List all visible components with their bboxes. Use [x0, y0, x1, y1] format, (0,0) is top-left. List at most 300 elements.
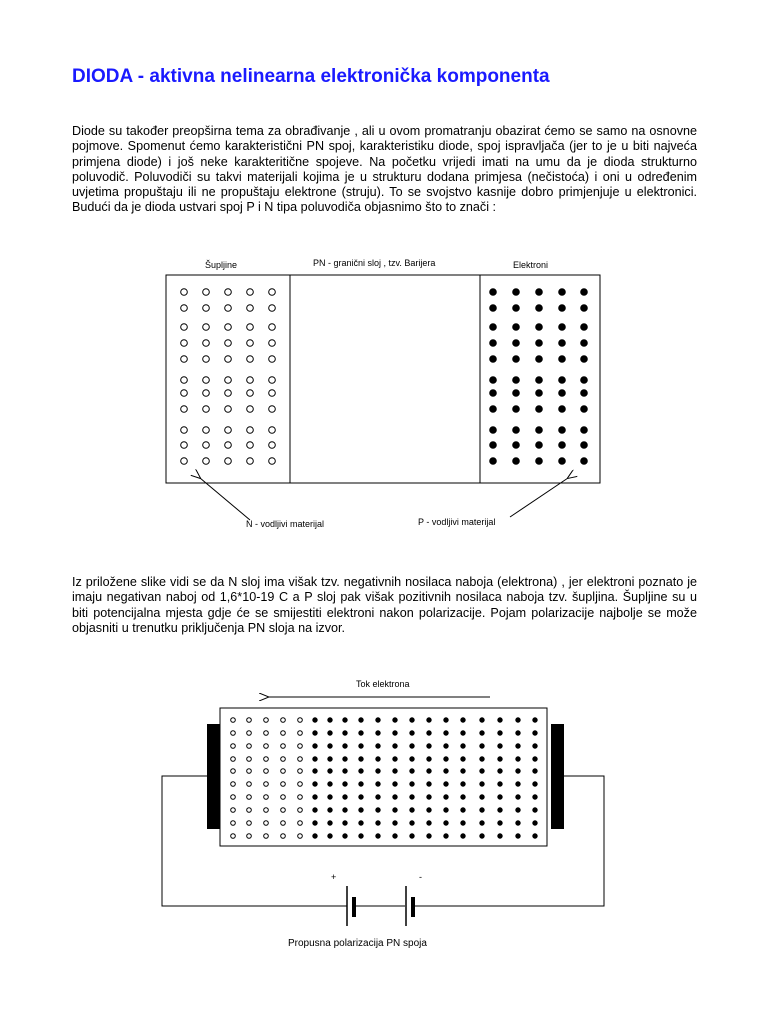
electron	[490, 305, 497, 312]
electron	[359, 718, 363, 722]
electron	[427, 769, 431, 773]
hole	[298, 808, 303, 813]
hole	[225, 305, 232, 312]
hole	[298, 834, 303, 839]
electron	[498, 808, 502, 812]
electron	[393, 769, 397, 773]
electron	[559, 406, 566, 413]
electron	[376, 718, 380, 722]
electron	[559, 324, 566, 331]
hole	[225, 324, 232, 331]
hole	[247, 718, 252, 723]
electron	[581, 406, 588, 413]
electron	[480, 744, 484, 748]
electron	[533, 782, 537, 786]
n-material-arrow	[200, 478, 250, 520]
hole	[231, 834, 236, 839]
electron	[461, 782, 465, 786]
electron	[498, 718, 502, 722]
hole	[269, 442, 276, 449]
hole	[281, 808, 286, 813]
electron	[376, 808, 380, 812]
electron	[533, 795, 537, 799]
electron	[498, 834, 502, 838]
hole	[231, 744, 236, 749]
electron	[559, 458, 566, 465]
electron	[410, 731, 414, 735]
hole	[269, 377, 276, 384]
hole	[181, 390, 188, 397]
hole	[269, 356, 276, 363]
hole	[231, 757, 236, 762]
electron	[376, 834, 380, 838]
electron	[513, 324, 520, 331]
electron	[490, 324, 497, 331]
bias-carriers-grid	[231, 718, 538, 839]
electron	[490, 390, 497, 397]
electron	[376, 795, 380, 799]
electron	[533, 808, 537, 812]
electron	[480, 718, 484, 722]
hole	[181, 324, 188, 331]
electron	[376, 744, 380, 748]
electron	[359, 795, 363, 799]
electron	[410, 782, 414, 786]
electron	[490, 289, 497, 296]
electron	[498, 744, 502, 748]
electron	[461, 795, 465, 799]
electron	[343, 757, 347, 761]
hole	[247, 390, 254, 397]
hole	[181, 356, 188, 363]
hole	[269, 427, 276, 434]
hole	[269, 305, 276, 312]
electron	[427, 782, 431, 786]
hole	[181, 340, 188, 347]
electron	[513, 377, 520, 384]
electron	[444, 808, 448, 812]
electron	[393, 782, 397, 786]
hole	[247, 377, 254, 384]
hole	[225, 340, 232, 347]
hole	[181, 406, 188, 413]
electron	[513, 442, 520, 449]
electron	[328, 821, 332, 825]
electron	[410, 744, 414, 748]
electron	[513, 390, 520, 397]
hole	[298, 795, 303, 800]
right-electrode	[551, 724, 564, 829]
electron	[328, 808, 332, 812]
intro-paragraph: Diode su također preopširna tema za obrađivanje , ali u ovom promatranju obazirat ćemo se samo na osnovne pojmove. Spomenut ćemo karakteristični PN spoj, karakteristiku diode, spoj ispravljača (jer to je u biti najveća primjena diode) i još neke karakteritične spojeve. Na početku vrijedi imati na umu da je dioda strukturno poluvodič. Poluvodiči su takvi materijali kojima je u strukturu dodana primjesa (nečistoća) i oni u određenim uvjetima propuštaju ili ne propuštaju elektrone (struju). To se svojstvo kasnije dobro primjenjuje u elektronici. Budući da je dioda ustvari spoj P i N tipa poluvodiča objasnimo što to znači :	[72, 124, 697, 215]
hole	[269, 390, 276, 397]
holes-label: Šupljine	[205, 260, 238, 270]
electron	[581, 390, 588, 397]
electron	[410, 821, 414, 825]
hole	[181, 305, 188, 312]
electron	[536, 390, 543, 397]
electron	[513, 406, 520, 413]
electron	[427, 795, 431, 799]
hole	[247, 731, 252, 736]
hole	[231, 782, 236, 787]
hole	[181, 289, 188, 296]
hole	[203, 340, 210, 347]
electron	[359, 821, 363, 825]
electron	[513, 427, 520, 434]
electron	[513, 340, 520, 347]
electron	[498, 769, 502, 773]
electron	[393, 731, 397, 735]
hole	[247, 834, 252, 839]
electron	[516, 808, 520, 812]
electron	[393, 744, 397, 748]
electron	[343, 769, 347, 773]
hole	[298, 744, 303, 749]
electron	[498, 757, 502, 761]
document-title: DIODA - aktivna nelinearna elektronička komponenta	[72, 66, 550, 87]
hole	[264, 718, 269, 723]
electron	[581, 427, 588, 434]
hole	[264, 795, 269, 800]
electron	[536, 377, 543, 384]
electron	[536, 340, 543, 347]
electron	[533, 821, 537, 825]
n-material-label: N - vodljivi materijal	[246, 519, 325, 529]
electron	[581, 305, 588, 312]
electron	[480, 808, 484, 812]
electron	[427, 744, 431, 748]
hole	[231, 821, 236, 826]
electron	[480, 795, 484, 799]
hole	[264, 782, 269, 787]
p-material-arrow	[510, 478, 568, 517]
electron	[444, 834, 448, 838]
electron	[359, 731, 363, 735]
electron	[490, 406, 497, 413]
plus-terminal-label: +	[331, 872, 337, 882]
electron	[533, 757, 537, 761]
hole	[231, 769, 236, 774]
electron	[313, 808, 317, 812]
electron	[328, 795, 332, 799]
electron	[490, 427, 497, 434]
hole	[247, 406, 254, 413]
electron	[313, 757, 317, 761]
electron	[581, 324, 588, 331]
electron	[410, 808, 414, 812]
holes-grid	[181, 289, 276, 465]
hole	[269, 324, 276, 331]
battery-plate-short-2	[411, 897, 415, 917]
electron	[559, 340, 566, 347]
electron	[461, 808, 465, 812]
hole	[281, 782, 286, 787]
electron	[313, 744, 317, 748]
hole	[203, 406, 210, 413]
electron	[376, 782, 380, 786]
hole	[281, 795, 286, 800]
hole	[298, 821, 303, 826]
electron	[533, 731, 537, 735]
electron	[328, 757, 332, 761]
electron	[444, 731, 448, 735]
electron	[328, 782, 332, 786]
electron	[444, 821, 448, 825]
electron	[393, 821, 397, 825]
electron	[427, 834, 431, 838]
electron	[313, 795, 317, 799]
electron	[328, 834, 332, 838]
electron	[328, 744, 332, 748]
hole	[225, 406, 232, 413]
electron	[444, 769, 448, 773]
electron	[516, 744, 520, 748]
hole	[225, 390, 232, 397]
electron	[427, 808, 431, 812]
hole	[203, 427, 210, 434]
electron	[490, 356, 497, 363]
electron	[533, 834, 537, 838]
electron	[559, 390, 566, 397]
hole	[247, 356, 254, 363]
electron	[559, 377, 566, 384]
electron	[513, 458, 520, 465]
electron	[516, 782, 520, 786]
hole	[281, 769, 286, 774]
hole	[247, 757, 252, 762]
hole	[281, 744, 286, 749]
hole	[203, 324, 210, 331]
electron	[536, 324, 543, 331]
hole	[264, 808, 269, 813]
minus-terminal-label: -	[419, 872, 422, 882]
hole	[225, 356, 232, 363]
electron	[480, 782, 484, 786]
electron	[444, 744, 448, 748]
electron	[393, 718, 397, 722]
electrons-label: Elektroni	[513, 260, 549, 270]
electron	[498, 821, 502, 825]
hole	[247, 744, 252, 749]
electron	[328, 769, 332, 773]
electron	[536, 406, 543, 413]
electron	[516, 834, 520, 838]
hole	[231, 731, 236, 736]
hole	[298, 769, 303, 774]
hole	[269, 406, 276, 413]
electron	[359, 744, 363, 748]
electron	[444, 795, 448, 799]
p-material-label: P - vodljivi materijal	[418, 517, 496, 527]
electron	[498, 795, 502, 799]
electron	[313, 834, 317, 838]
electron	[559, 442, 566, 449]
electron	[581, 377, 588, 384]
hole	[247, 427, 254, 434]
electron	[393, 834, 397, 838]
electron	[461, 731, 465, 735]
electron	[581, 442, 588, 449]
electron	[559, 356, 566, 363]
electron	[343, 821, 347, 825]
hole	[231, 808, 236, 813]
electron	[343, 744, 347, 748]
electron	[513, 289, 520, 296]
electron	[536, 289, 543, 296]
electron	[461, 718, 465, 722]
electron	[490, 458, 497, 465]
electron	[533, 718, 537, 722]
hole	[264, 744, 269, 749]
hole	[247, 442, 254, 449]
battery-plate-short-1	[352, 897, 356, 917]
electron	[498, 782, 502, 786]
hole	[247, 289, 254, 296]
electron	[533, 744, 537, 748]
electron	[359, 782, 363, 786]
electron	[393, 808, 397, 812]
electron	[410, 795, 414, 799]
junction-label: PN - granični sloj , tzv. Barijera	[313, 258, 436, 268]
hole	[264, 731, 269, 736]
electron	[313, 731, 317, 735]
electron	[480, 757, 484, 761]
hole	[247, 324, 254, 331]
electron	[444, 782, 448, 786]
hole	[264, 769, 269, 774]
electron	[343, 731, 347, 735]
hole	[247, 769, 252, 774]
electron	[427, 731, 431, 735]
electron	[376, 757, 380, 761]
electron	[461, 834, 465, 838]
electron	[427, 821, 431, 825]
hole	[203, 458, 210, 465]
hole	[269, 340, 276, 347]
electron	[536, 427, 543, 434]
hole	[231, 718, 236, 723]
hole	[269, 458, 276, 465]
electron	[490, 442, 497, 449]
hole	[225, 442, 232, 449]
electron-flow-label: Tok elektrona	[356, 679, 410, 689]
hole	[247, 795, 252, 800]
electron	[376, 731, 380, 735]
electron	[461, 769, 465, 773]
electron	[376, 769, 380, 773]
electron	[480, 821, 484, 825]
electron	[581, 356, 588, 363]
electron	[513, 305, 520, 312]
electron	[359, 808, 363, 812]
electron	[461, 821, 465, 825]
electron	[410, 769, 414, 773]
hole	[281, 757, 286, 762]
left-electrode	[207, 724, 220, 829]
right-wire	[412, 776, 604, 906]
electron	[516, 795, 520, 799]
electron	[480, 834, 484, 838]
hole	[281, 718, 286, 723]
electron	[343, 795, 347, 799]
electron	[359, 757, 363, 761]
electron	[393, 795, 397, 799]
hole	[247, 782, 252, 787]
electron	[444, 718, 448, 722]
electron	[516, 731, 520, 735]
electron	[480, 769, 484, 773]
hole	[264, 834, 269, 839]
electron	[559, 289, 566, 296]
hole	[231, 795, 236, 800]
electron	[559, 427, 566, 434]
electron	[498, 731, 502, 735]
electron	[328, 718, 332, 722]
electron	[343, 834, 347, 838]
electron	[328, 731, 332, 735]
hole	[181, 458, 188, 465]
electron	[313, 769, 317, 773]
electron	[313, 821, 317, 825]
electron	[343, 782, 347, 786]
electron	[410, 834, 414, 838]
electron	[581, 458, 588, 465]
electron	[461, 757, 465, 761]
electron	[559, 305, 566, 312]
hole	[203, 377, 210, 384]
electron	[516, 718, 520, 722]
hole	[247, 821, 252, 826]
electron	[581, 289, 588, 296]
electron	[581, 340, 588, 347]
hole	[281, 834, 286, 839]
electron	[516, 821, 520, 825]
electron	[376, 821, 380, 825]
electron	[516, 757, 520, 761]
hole	[264, 821, 269, 826]
electron	[461, 744, 465, 748]
hole	[247, 808, 252, 813]
electron	[410, 718, 414, 722]
hole	[225, 289, 232, 296]
electron	[359, 834, 363, 838]
hole	[181, 377, 188, 384]
bias-frame	[220, 708, 547, 846]
electron	[516, 769, 520, 773]
hole	[269, 289, 276, 296]
hole	[225, 377, 232, 384]
electron	[427, 757, 431, 761]
electron	[513, 356, 520, 363]
hole	[203, 390, 210, 397]
electron	[393, 757, 397, 761]
hole	[298, 782, 303, 787]
electron	[343, 718, 347, 722]
hole	[203, 442, 210, 449]
electrons-grid	[490, 289, 588, 465]
electron	[427, 718, 431, 722]
figure-2-caption: Propusna polarizacija PN spoja	[288, 938, 427, 949]
hole	[281, 821, 286, 826]
hole	[264, 757, 269, 762]
explanation-paragraph: Iz priložene slike vidi se da N sloj ima višak tzv. negativnih nosilaca naboja (elektrona) , jer elektroni poznato je imaju negativan naboj od 1,6*10-19 C a P sloj pak višak pozitivnih nosilaca naboja tzv. šupljina. Šupljine su u biti potencijalna mjesta gdje će se smijestiti elektroni nakon polarizacije. Pojam polarizacije najbolje se može objasniti u trenutku priključenja PN sloja na izvor.	[72, 575, 697, 635]
hole	[181, 442, 188, 449]
hole	[247, 340, 254, 347]
electron	[490, 340, 497, 347]
hole	[203, 305, 210, 312]
hole	[247, 458, 254, 465]
